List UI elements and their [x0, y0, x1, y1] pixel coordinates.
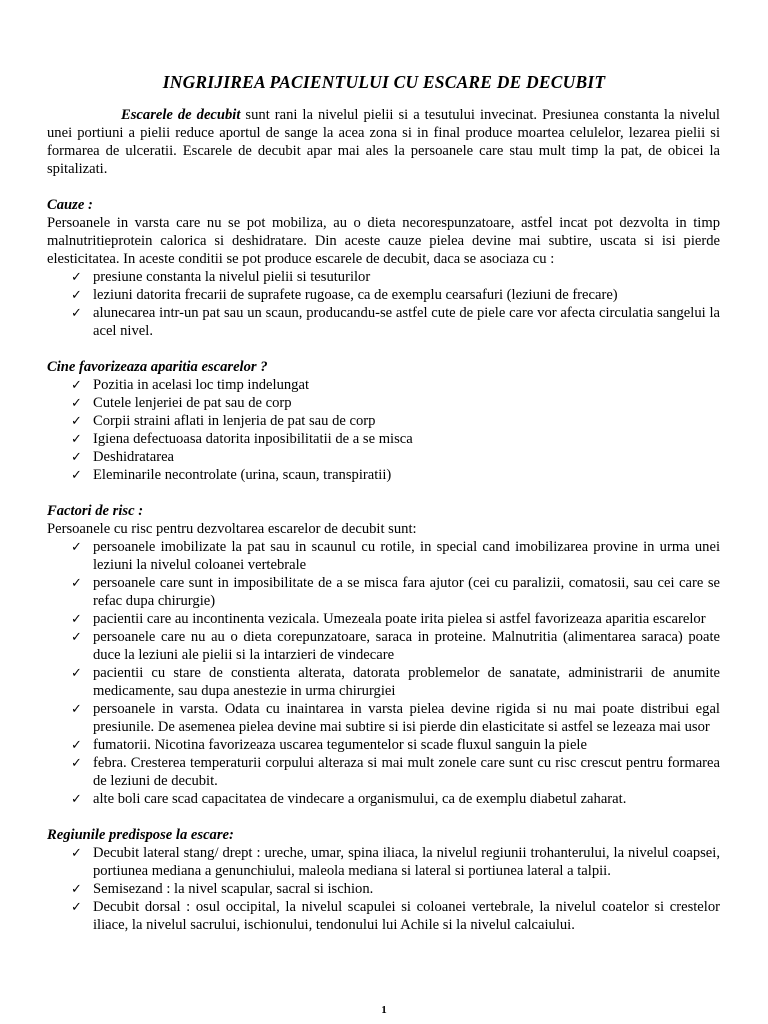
document-title: INGRIJIREA PACIENTULUI CU ESCARE DE DECUBIT — [162, 72, 606, 92]
list-item: ✓ fumatorii. Nicotina favorizeaza uscarea tegumentelor si scade fluxul sanguin la piele — [71, 737, 587, 753]
check-mark-icon: ✓ — [71, 467, 82, 482]
list-item: ✓ persoanele imobilizate la pat sau in scaunul cu rotile, in special cand imobilizarea provine in urma unei leziuni la nivelul coloanei vertebrale — [71, 539, 720, 573]
check-mark-icon: ✓ — [71, 629, 82, 644]
document-body — [47, 106, 720, 934]
section-heading-causes: Cauze : — [47, 197, 93, 213]
check-mark-icon: ✓ — [71, 413, 82, 428]
check-mark-icon: ✓ — [71, 287, 82, 302]
causes-list — [47, 268, 720, 340]
check-mark-icon: ✓ — [71, 431, 82, 446]
check-mark-icon: ✓ — [71, 539, 82, 554]
check-mark-icon: ✓ — [71, 881, 82, 896]
section-heading-risk: Factori de risc : — [47, 503, 144, 519]
check-mark-icon: ✓ — [71, 575, 82, 590]
risk-paragraph: Persoanele cu risc pentru dezvoltarea escarelor de decubit sunt: — [47, 521, 417, 537]
list-item: ✓ febra. Cresterea temperaturii corpului alteraza si mai mult zonele care sunt cu risc crescut pentru formarea de leziuni de decubit. — [71, 755, 720, 789]
list-item: ✓ Decubit dorsal : osul occipital, la nivelul scapulei si coloanei vertebrale, la nivelul coatelor si crestelor iliace, la nivelul sacrului, ischionului, tendonului lui Achile si la nivelul calcaiului. — [71, 899, 720, 933]
list-item: ✓ presiune constanta la nivelul pielii si tesuturilor — [71, 269, 371, 285]
check-mark-icon: ✓ — [71, 395, 82, 410]
intro-term: Escarele de decubit — [121, 107, 241, 123]
risk-list — [47, 538, 720, 808]
list-item: ✓ Cutele lenjeriei de pat sau de corp — [71, 395, 292, 411]
check-mark-icon: ✓ — [71, 665, 82, 680]
section-heading-favoring: Cine favorizeaza aparitia escarelor ? — [47, 359, 268, 375]
list-item: ✓ persoanele in varsta. Odata cu inaintarea in varsta pielea devine rigida si nu mai poate distribui egal presiunile. De asemenea pielea devine mai subtire si isi pierde din elasticitate si astfel se lezeaza mai usor — [71, 701, 720, 735]
intro-paragraph — [47, 106, 720, 178]
check-mark-icon: ✓ — [71, 701, 82, 716]
check-mark-icon: ✓ — [71, 791, 82, 806]
check-mark-icon: ✓ — [71, 737, 82, 752]
intro-text: sunt rani la nivelul pielii si a tesutului invecinat. Presiunea constanta la nivelul unei portiuni a pielii reduce aportul de sange la acea zona si in final produce moartea celulelor, lezarea pielii si formarea de ulceratii. Escarele de decubit apar mai ales la persoanele care stau mult timp la pat, de obicei la spitalizati. — [47, 107, 720, 177]
check-mark-icon: ✓ — [71, 449, 82, 464]
favoring-list — [47, 376, 720, 484]
list-item: ✓ persoanele care nu au o dieta corepunzatoare, saraca in proteine. Malnutritia (alimentarea saraca) poate duce la leziuni ale pielii si la intarzieri de vindecare — [71, 629, 720, 663]
check-mark-icon: ✓ — [71, 899, 82, 914]
list-item: ✓ alte boli care scad capacitatea de vindecare a organismului, ca de exemplu diabetul zaharat. — [71, 791, 627, 807]
list-item: ✓ Corpii straini aflati in lenjeria de pat sau de corp — [71, 413, 376, 429]
list-item: ✓ alunecarea intr-un pat sau un scaun, producandu-se astfel cute de piele care vor afecta circulatia sangelui la acel nivel. — [71, 305, 720, 339]
list-item: ✓ persoanele care sunt in imposibilitate de a se misca fara ajutor (cei cu paralizii, comatosii, sau cei care se refac dupa chirurgie) — [71, 575, 720, 609]
check-mark-icon: ✓ — [71, 755, 82, 770]
check-mark-icon: ✓ — [71, 611, 82, 626]
page-number: 1 — [381, 1004, 387, 1016]
list-item: ✓ Igiena defectuoasa datorita inposibilitatii de a se misca — [71, 431, 413, 447]
check-mark-icon: ✓ — [71, 377, 82, 392]
check-mark-icon: ✓ — [71, 845, 82, 860]
regions-list — [47, 844, 720, 934]
list-item: ✓ pacientii care au incontinenta vezicala. Umezeala poate irita pielea si astfel favorizeaza aparitia escarelor — [71, 611, 706, 627]
section-heading-regions: Regiunile predispose la escare: — [47, 827, 234, 843]
list-item: ✓ Semisezand : la nivel scapular, sacral si ischion. — [71, 881, 374, 897]
list-item: ✓ Eleminarile necontrolate (urina, scaun, transpiratii) — [71, 467, 392, 483]
list-item: ✓ Deshidratarea — [71, 449, 175, 465]
list-item: ✓ leziuni datorita frecarii de suprafete rugoase, ca de exemplu cearsafuri (leziuni de frecare) — [71, 287, 618, 303]
causes-paragraph: Persoanele in varsta care nu se pot mobiliza, au o dieta necorespunzatoare, astfel incat pot dezvolta in timp malnutritieprotein calorica si deshidratare. Din aceste cauze pielea devine mai subtire, uscata si isi pierde elesticitatea. In aceste conditii se pot produce escarele de decubit, daca se asociaza cu : — [47, 215, 720, 267]
check-mark-icon: ✓ — [71, 269, 82, 284]
check-mark-icon: ✓ — [71, 305, 82, 320]
list-item: ✓ Pozitia in acelasi loc timp indelungat — [71, 377, 310, 393]
list-item: ✓ pacientii cu stare de constienta alterata, datorata problemelor de sanatate, administrarii de anumite medicamente, sau dupa anestezie in urma chirurgiei — [71, 665, 720, 699]
list-item: ✓ Decubit lateral stang/ drept : ureche, umar, spina iliaca, la nivelul regiunii trohanterului, la nivelul coapsei, portiunea mediana a genunchiului, maleola mediana si lateral si portiunea lateral a talpii. — [71, 845, 720, 879]
